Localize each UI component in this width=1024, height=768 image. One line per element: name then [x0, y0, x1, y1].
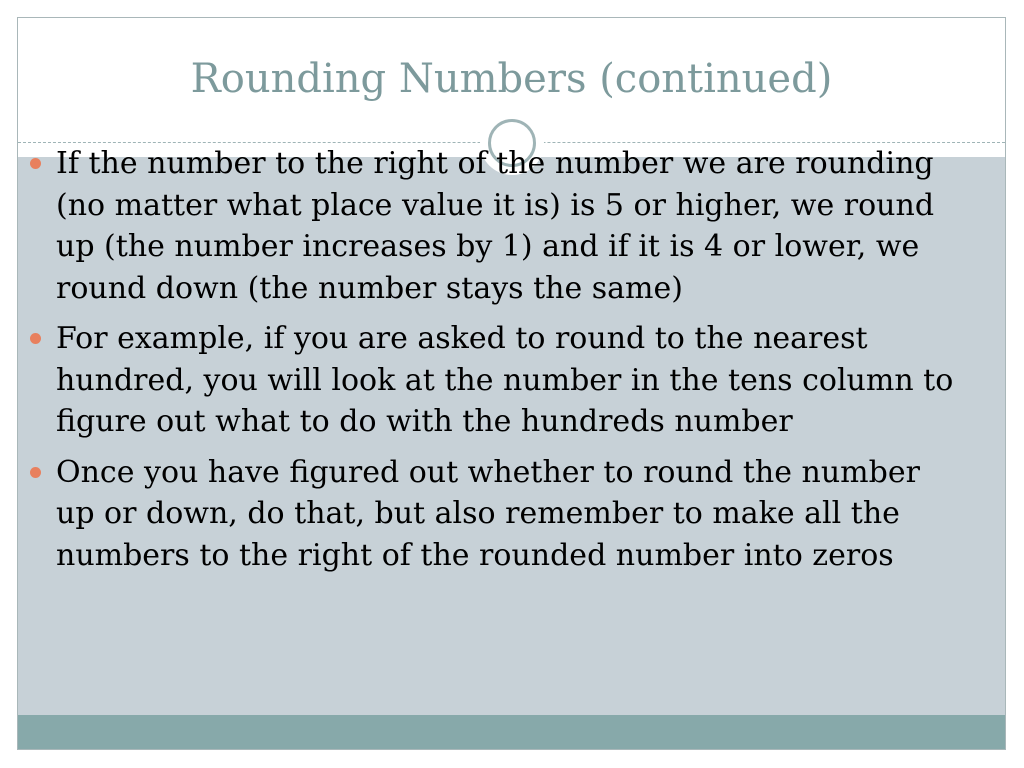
bullet-text: Once you have figured out whether to round the number up or down, do that, but also remember to make all the numbers to the right of the rounded number into zeros	[56, 454, 920, 573]
bullet-text: If the number to the right of the number we are rounding (no matter what place value it is) is 5 or higher, we round up (the number increases by 1) and if it is 4 or lower, we round down (the number stays the same)	[56, 146, 935, 306]
bottom-band	[18, 715, 1005, 750]
slide-title: Rounding Numbers (continued)	[190, 56, 833, 102]
bullet-list	[26, 143, 956, 585]
bullet-dot-icon	[30, 333, 41, 344]
bullet-dot-icon	[30, 467, 41, 478]
bullet-text: For example, if you are asked to round to the nearest hundred, you will look at the number in the tens column to figure out what to do with the hundreds number	[56, 321, 954, 439]
bullet-item	[26, 318, 956, 443]
bullet-item	[26, 452, 956, 577]
bullet-item	[26, 143, 956, 309]
bullet-dot-icon	[30, 158, 41, 169]
